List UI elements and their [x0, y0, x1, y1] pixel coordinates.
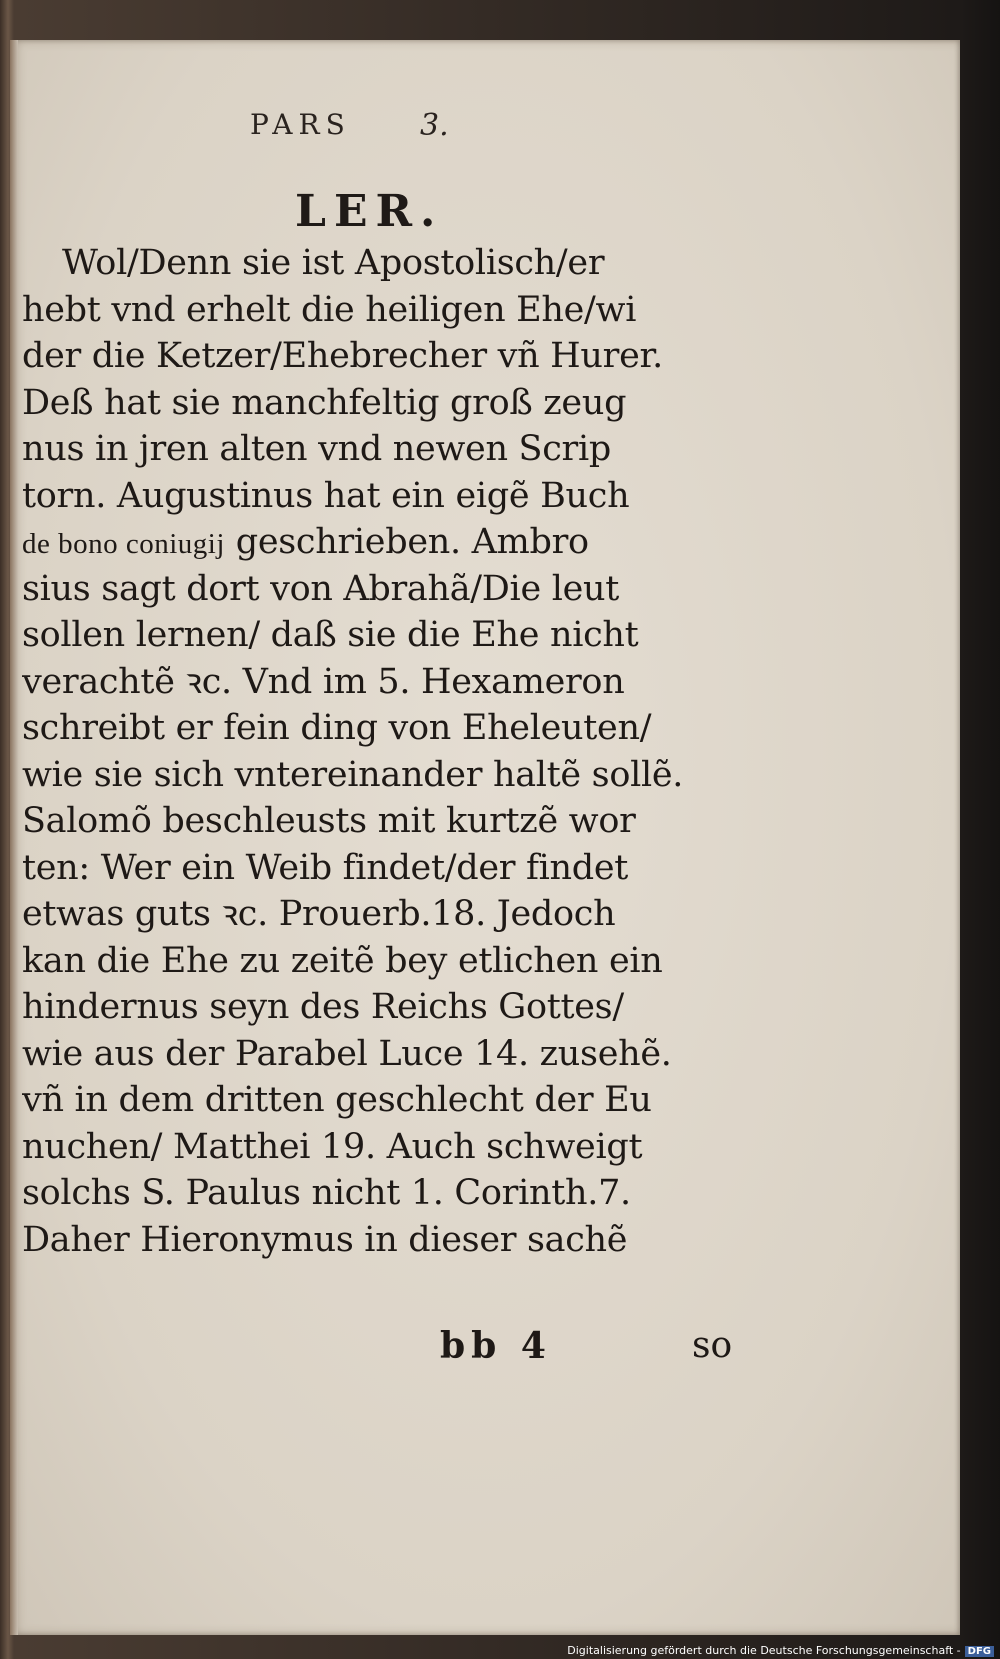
dfg-logo: DFG	[965, 1646, 994, 1657]
text-line: torn. Augustinus hat ein eigẽ Buch	[22, 475, 630, 516]
page-gutter	[10, 40, 18, 1635]
text-line: hebt vnd erhelt die heiligen Ehe/wi	[22, 289, 637, 330]
text-line: Salomõ beschleusts mit kurtzẽ wor	[22, 801, 636, 841]
credit-text: Digitalisierung gefördert durch die Deutsche Forschungsgemeinschaft -	[567, 1644, 961, 1657]
body-text	[22, 240, 742, 1263]
latin-phrase: de bono coniugij	[22, 528, 225, 560]
text-line: Deß hat sie manchfeltig groß zeug	[22, 382, 627, 423]
text-line: nus in jren alten vnd newen Scrip	[22, 429, 611, 469]
pars-label: PARS	[250, 108, 351, 141]
text-line: der die Ketzer/Ehebrecher vñ Hurer.	[22, 336, 663, 376]
text-line: vñ in dem dritten geschlecht der Eu	[22, 1080, 652, 1120]
text-line: hindernus seyn des Reichs Gottes/	[22, 987, 624, 1027]
pars-number: 3.	[420, 108, 449, 143]
text-line: verachtẽ ꝛc. Vnd im 5. Hexameron	[22, 661, 625, 702]
page-footer	[440, 1325, 740, 1375]
text-line-latin	[22, 519, 742, 566]
catchword: so	[692, 1325, 733, 1366]
text-line: nuchen/ Matthei 19. Auch schweigt	[22, 1126, 643, 1167]
text-line: Wol/Denn sie ist Apostolisch/er	[62, 243, 605, 283]
text-line: wie aus der Parabel Luce 14. zusehẽ.	[22, 1033, 672, 1074]
text-line-rest: geschrieben. Ambro	[224, 522, 589, 562]
text-line: wie sie sich vntereinander haltẽ sollẽ.	[22, 754, 684, 795]
dfg-credit	[567, 1644, 994, 1657]
text-line: etwas guts ꝛc. Prouerb.18. Jedoch	[22, 894, 616, 934]
running-title: LER.	[295, 186, 444, 237]
text-line: sollen lernen/ daß sie die Ehe nicht	[22, 615, 639, 655]
text-line: Daher Hieronymus in dieser sachẽ	[22, 1219, 628, 1260]
text-line: sius sagt dort von Abrahã/Die leut	[22, 568, 620, 609]
text-line: ten: Wer ein Weib findet/der findet	[22, 847, 629, 888]
text-line: solchs S. Paulus nicht 1. Corinth.7.	[22, 1173, 631, 1213]
text-line: kan die Ehe zu zeitẽ bey etlichen ein	[22, 940, 663, 981]
text-line: schreibt er fein ding von Eheleuten/	[22, 708, 652, 748]
page-header	[250, 108, 650, 148]
signature-mark: bb 4	[440, 1325, 552, 1367]
